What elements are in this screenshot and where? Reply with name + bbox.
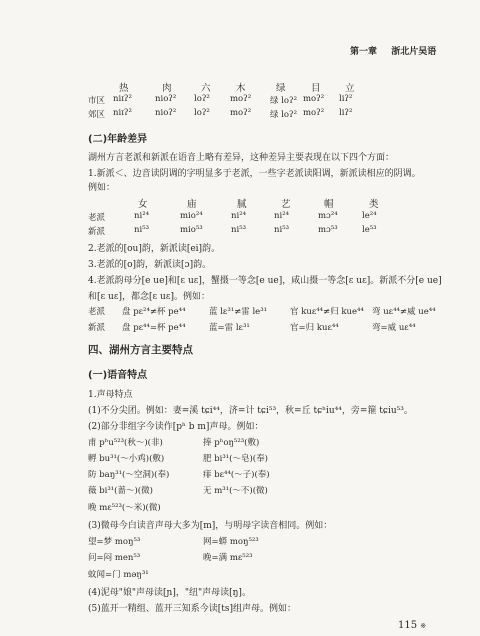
chapter-label: 第一章 bbox=[350, 47, 378, 57]
table1-head: 目 bbox=[311, 83, 321, 94]
table-cell: ni²⁴ bbox=[134, 211, 150, 221]
example-item: 望=梦 moŋ⁵³ bbox=[88, 537, 141, 547]
table-cell: mɔ⁵³ bbox=[318, 225, 338, 235]
table-cell: mio⁵³ bbox=[180, 225, 203, 235]
table-cell: 绿 loʔ² bbox=[270, 110, 298, 120]
table2-row bbox=[0, 225, 480, 238]
page-number: 115 bbox=[398, 620, 418, 631]
table1-head: 肉 bbox=[162, 83, 172, 94]
paragraph: 湖州方言老派和新派在语音上略有差异，这种差异主要表现在以下四个方面： bbox=[88, 153, 395, 163]
table1-header bbox=[0, 80, 480, 93]
row-label: 郊区 bbox=[88, 110, 106, 120]
paragraph: (4)泥母"娘"声母读[ɲ]，"纽"声母读[ŋ]。 bbox=[88, 588, 251, 598]
table-cell: moʔ² bbox=[303, 108, 325, 118]
table-cell: moʔ² bbox=[230, 108, 252, 118]
paragraph: 例如： bbox=[88, 183, 116, 193]
example-item: 网=蟒 moŋ⁵²³ bbox=[203, 537, 259, 547]
table2-head: 庙 bbox=[187, 199, 197, 210]
paragraph: 4.老派韵母分[e ue]和[ɛ uɛ]，蟹摄一等念[e ue]，咸山摄一等念[ɛ uɛ]。新派不分[e ue] bbox=[88, 276, 442, 286]
table-cell: ni²⁴ bbox=[274, 211, 290, 221]
example-row bbox=[0, 551, 480, 564]
table-cell: 蓝 lɛ³¹≠雷 le³¹ bbox=[209, 307, 268, 317]
section-heading-features: 四、湖州方言主要特点 bbox=[88, 344, 193, 356]
subsection-heading-phonetics: (一)语音特点 bbox=[88, 370, 148, 381]
table-cell: le⁵³ bbox=[362, 225, 377, 235]
table-cell: mio²⁴ bbox=[180, 211, 203, 221]
paragraph: (2)部分非组字今读作[pʰ b m]声母。例如： bbox=[88, 422, 264, 432]
table-cell: nioʔ² bbox=[155, 94, 177, 104]
example-item: 晚 mɛ⁵²³(～米)(微) bbox=[88, 503, 161, 513]
example-item: 无 m³¹(～不)(微) bbox=[203, 486, 268, 496]
paragraph: (5)蓝开一精组、蓝开三知系今读[ts]组声母。例如： bbox=[88, 604, 297, 614]
table-cell: 蓝=雷 lɛ³¹ bbox=[209, 323, 250, 333]
page-footer bbox=[398, 620, 426, 631]
chapter-title: 浙北片吴语 bbox=[391, 47, 437, 57]
table-cell: nioʔ² bbox=[155, 108, 177, 118]
row-label: 老派 bbox=[88, 213, 106, 223]
table1-head: 绿 bbox=[276, 83, 286, 94]
paragraph: (1)不分尖团。例如：妻=溪 tɕi⁴⁴，济=计 tɕi⁵³，秋=丘 tɕʰiu⁴⁴，旁=箍 tɕiu⁵³。 bbox=[88, 406, 413, 416]
table2-header bbox=[0, 196, 480, 209]
paragraph: 2.老派的[ou]韵，新派读[ei]韵。 bbox=[88, 244, 221, 254]
example-row bbox=[0, 452, 480, 465]
table-cell: le²⁴ bbox=[362, 211, 377, 221]
table-cell: niɪʔ² bbox=[113, 94, 132, 104]
table-cell: ni⁵³ bbox=[134, 225, 150, 235]
table-cell: ni⁵³ bbox=[274, 225, 290, 235]
table-cell: 盘 pɛ²⁴≠杯 pe⁴⁴ bbox=[122, 307, 186, 317]
example-row bbox=[0, 436, 480, 449]
table1-head: 立 bbox=[345, 83, 355, 94]
table-cell: 弯=威 uɛ⁴⁴ bbox=[372, 323, 416, 333]
table-cell: 绿 loʔ² bbox=[270, 96, 298, 106]
example-item: 甫 pʰu⁵²³(秋～)(非) bbox=[88, 438, 163, 448]
table1-head: 木 bbox=[236, 83, 246, 94]
example-item: 防 baŋ³¹(～空洞)(奉) bbox=[88, 470, 170, 480]
table-cell: liʔ² bbox=[339, 94, 353, 104]
table-cell: mɔ²⁴ bbox=[318, 211, 338, 221]
example-item: 捧 pʰoŋ⁵²³(敷) bbox=[203, 438, 260, 448]
table3-row bbox=[0, 305, 480, 318]
table1-head: 六 bbox=[201, 83, 211, 94]
table2-head: 艺 bbox=[281, 199, 291, 210]
table3-row bbox=[0, 321, 480, 334]
paragraph: 1.声母特点 bbox=[88, 390, 133, 400]
example-item: 薇 bi³¹(蔷～)(微) bbox=[88, 486, 153, 496]
row-label: 新派 bbox=[88, 323, 106, 333]
footer-mark: ※ bbox=[420, 622, 427, 630]
table-cell: moʔ² bbox=[230, 94, 252, 104]
example-row bbox=[0, 484, 480, 497]
table1-row bbox=[0, 108, 480, 121]
table-cell: 弯 uɛ⁴⁴≠威 ue⁴⁴ bbox=[372, 307, 436, 317]
example-item: 孵 bu³¹(～小鸡)(敷) bbox=[88, 454, 165, 464]
table-cell: loʔ² bbox=[194, 94, 210, 104]
example-row bbox=[0, 535, 480, 548]
row-label: 老派 bbox=[88, 307, 106, 317]
table-cell: 官 kuɛ⁴⁴≠归 kue⁴⁴ bbox=[290, 307, 364, 317]
example-item: 痱 bɛ⁴⁴(～子)(奉) bbox=[203, 470, 270, 480]
table1-row bbox=[0, 94, 480, 107]
example-row bbox=[0, 468, 480, 481]
table2-row bbox=[0, 211, 480, 224]
table-cell: ni⁵³ bbox=[231, 225, 247, 235]
table-cell: loʔ² bbox=[194, 108, 210, 118]
example-item: 晚=满 mɛ⁵²³ bbox=[203, 553, 253, 563]
table-cell: niɪʔ² bbox=[113, 108, 132, 118]
row-label: 新派 bbox=[88, 227, 106, 237]
example-item: 肥 bi³¹(～皂)(奉) bbox=[203, 454, 268, 464]
table-cell: liʔ² bbox=[339, 108, 353, 118]
table2-head: 帽 bbox=[324, 199, 334, 210]
table-cell: ni²⁴ bbox=[231, 211, 247, 221]
table-cell: 官=归 kuɛ⁴⁴ bbox=[290, 323, 339, 333]
paragraph: (3)微母今白读音声母大多为[m]，与明母字读音相同。例如： bbox=[88, 521, 333, 531]
table-cell: moʔ² bbox=[303, 94, 325, 104]
table2-head: 腻 bbox=[237, 199, 247, 210]
table1-head: 热 bbox=[119, 83, 129, 94]
row-label: 市区 bbox=[88, 96, 106, 106]
paragraph: 3.老派的[o]韵，新派读[ɔ]韵。 bbox=[88, 260, 212, 270]
example-item: 蚊闻=门 məŋ³¹ bbox=[88, 570, 149, 580]
example-item: 问=闷 men⁵³ bbox=[88, 553, 141, 563]
paragraph: 1.新派＜、边音读阴调的字明显多于老派，一些字老派读阳调，新派读相应的阴调。 bbox=[88, 169, 421, 179]
table2-head: 女 bbox=[138, 199, 148, 210]
table2-head: 类 bbox=[369, 199, 379, 210]
table-cell: 盘 pɛ⁴⁴=杯 pe⁴⁴ bbox=[122, 323, 186, 333]
section-heading-age: (二)年龄差异 bbox=[88, 134, 148, 145]
paragraph: 和[ɛ uɛ]，都念[ɛ uɛ]。例如： bbox=[88, 292, 211, 302]
